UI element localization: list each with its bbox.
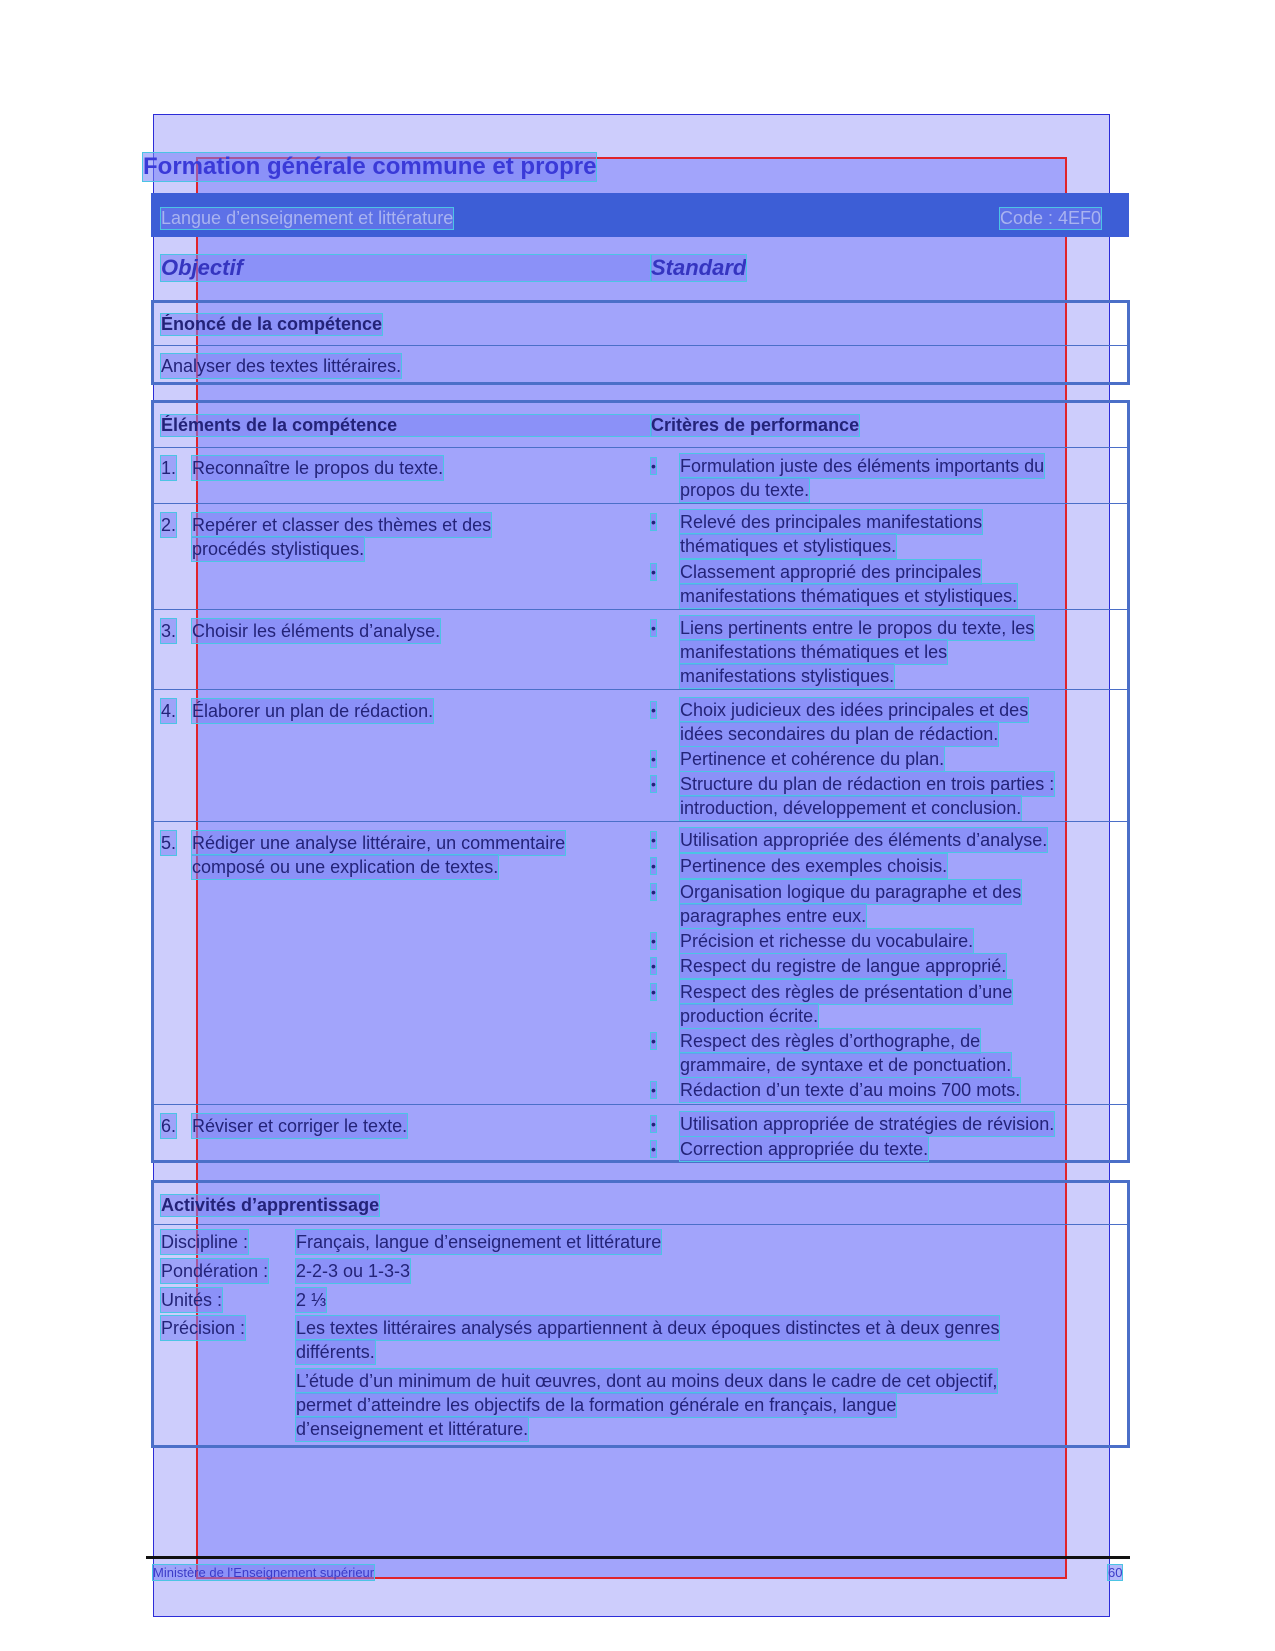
criterion-text: Respect des règles d’orthographe, de xyxy=(680,1031,981,1051)
bullet-icon: • xyxy=(651,858,656,874)
bullet-icon: • xyxy=(651,984,656,1000)
precision-label: Précision : xyxy=(161,1318,246,1338)
criterion-text: paragraphes entre eux. xyxy=(680,906,867,926)
criterion-text: Structure du plan de rédaction en trois parties : xyxy=(680,774,1055,794)
element-number: 2. xyxy=(161,515,177,535)
bullet-icon: • xyxy=(651,751,656,767)
bullet-icon: • xyxy=(651,884,656,900)
criterion-text: Pertinence des exemples choisis. xyxy=(680,856,948,876)
criterion-text: Pertinence et cohérence du plan. xyxy=(680,749,945,769)
element-text: Repérer et classer des thèmes et des xyxy=(192,515,492,535)
discipline-value: Français, langue d’enseignement et littérature xyxy=(296,1232,662,1252)
bullet-icon: • xyxy=(651,1116,656,1132)
row-divider xyxy=(151,1104,1130,1105)
divider xyxy=(151,345,1130,346)
precision-line-5: d’enseignement et littérature. xyxy=(296,1419,529,1439)
criterion-text: Classement approprié des principales xyxy=(680,562,982,582)
row-divider xyxy=(151,503,1130,504)
divider xyxy=(151,1224,1130,1225)
discipline-label: Discipline : xyxy=(161,1232,249,1252)
row-divider xyxy=(151,609,1130,610)
criteria-heading: Critères de performance xyxy=(651,415,860,435)
row-divider xyxy=(151,447,1130,448)
element-number: 4. xyxy=(161,701,177,721)
criterion-text: manifestations thématiques et stylistiques. xyxy=(680,586,1018,606)
criterion-text: Respect des règles de présentation d’une xyxy=(680,982,1013,1002)
element-text: Choisir les éléments d’analyse. xyxy=(192,621,441,641)
course-name: Langue d’enseignement et littérature xyxy=(161,208,454,228)
bullet-icon: • xyxy=(651,1141,656,1157)
criterion-text: Précision et richesse du vocabulaire. xyxy=(680,931,974,951)
criterion-text: Utilisation appropriée des éléments d’analyse. xyxy=(680,830,1048,850)
bullet-icon: • xyxy=(651,933,656,949)
footer-ministry: Ministère de l’Enseignement supérieur xyxy=(153,1565,375,1580)
ponderation-label: Pondération : xyxy=(161,1261,269,1281)
criterion-text: Rédaction d’un texte d’au moins 700 mots. xyxy=(680,1080,1021,1100)
element-text: Reconnaître le propos du texte. xyxy=(192,458,444,478)
criterion-text: idées secondaires du plan de rédaction. xyxy=(680,724,999,744)
footer-rule xyxy=(146,1556,1130,1559)
bullet-icon: • xyxy=(651,832,656,848)
bullet-icon: • xyxy=(651,514,656,530)
criterion-text: Relevé des principales manifestations xyxy=(680,512,983,532)
activities-heading: Activités d’apprentissage xyxy=(161,1195,380,1215)
criterion-text: Choix judicieux des idées principales et des xyxy=(680,700,1029,720)
element-text: Réviser et corriger le texte. xyxy=(192,1116,408,1136)
element-text: composé ou une explication de textes. xyxy=(192,857,499,877)
element-number: 1. xyxy=(161,458,177,478)
criterion-text: introduction, développement et conclusion. xyxy=(680,798,1022,818)
precision-line-4: permet d’atteindre les objectifs de la formation générale en français, langue xyxy=(296,1395,897,1415)
standard-heading: Standard xyxy=(651,255,747,280)
criterion-text: manifestations stylistiques. xyxy=(680,666,895,686)
page-number: 60 xyxy=(1108,1565,1123,1580)
elements-heading: Éléments de la compétence xyxy=(161,415,651,436)
criterion-text: Utilisation appropriée de stratégies de révision. xyxy=(680,1114,1055,1134)
bullet-icon: • xyxy=(651,776,656,792)
row-divider xyxy=(151,821,1130,822)
course-code: Code : 4EF0 xyxy=(1000,208,1102,228)
criterion-text: manifestations thématiques et les xyxy=(680,642,948,662)
page-title: Formation générale commune et propre xyxy=(143,153,597,180)
bullet-icon: • xyxy=(651,458,656,474)
competence-heading: Énoncé de la compétence xyxy=(161,314,383,334)
bullet-icon: • xyxy=(651,564,656,580)
bullet-icon: • xyxy=(651,620,656,636)
criterion-text: propos du texte. xyxy=(680,480,810,500)
precision-line-2: différents. xyxy=(296,1342,375,1362)
bullet-icon: • xyxy=(651,958,656,974)
element-number: 3. xyxy=(161,621,177,641)
criterion-text: Respect du registre de langue approprié. xyxy=(680,956,1007,976)
objectif-heading: Objectif xyxy=(161,255,651,281)
criterion-text: Correction appropriée du texte. xyxy=(680,1139,929,1159)
unites-label: Unités : xyxy=(161,1290,223,1310)
criterion-text: grammaire, de syntaxe et de ponctuation. xyxy=(680,1055,1012,1075)
criterion-text: Formulation juste des éléments importants du xyxy=(680,456,1045,476)
precision-line-1: Les textes littéraires analysés appartiennent à deux époques distinctes et à deux genres xyxy=(296,1318,1000,1338)
competence-text: Analyser des textes littéraires. xyxy=(161,356,402,376)
criterion-text: Organisation logique du paragraphe et des xyxy=(680,882,1022,902)
bullet-icon: • xyxy=(651,702,656,718)
ponderation-value: 2-2-3 ou 1-3-3 xyxy=(296,1261,411,1281)
criterion-text: Liens pertinents entre le propos du texte, les xyxy=(680,618,1035,638)
element-text: Rédiger une analyse littéraire, un commentaire xyxy=(192,833,566,853)
element-text: Élaborer un plan de rédaction. xyxy=(192,701,434,721)
bullet-icon: • xyxy=(651,1082,656,1098)
element-text: procédés stylistiques. xyxy=(192,539,365,559)
element-number: 6. xyxy=(161,1116,177,1136)
criterion-text: production écrite. xyxy=(680,1006,819,1026)
bullet-icon: • xyxy=(651,1033,656,1049)
unites-value: 2 ⅓ xyxy=(296,1290,327,1310)
element-number: 5. xyxy=(161,833,177,853)
criterion-text: thématiques et stylistiques. xyxy=(680,536,897,556)
precision-line-3: L’étude d’un minimum de huit œuvres, dont au moins deux dans le cadre de cet objectif, xyxy=(296,1371,998,1391)
row-divider xyxy=(151,689,1130,690)
